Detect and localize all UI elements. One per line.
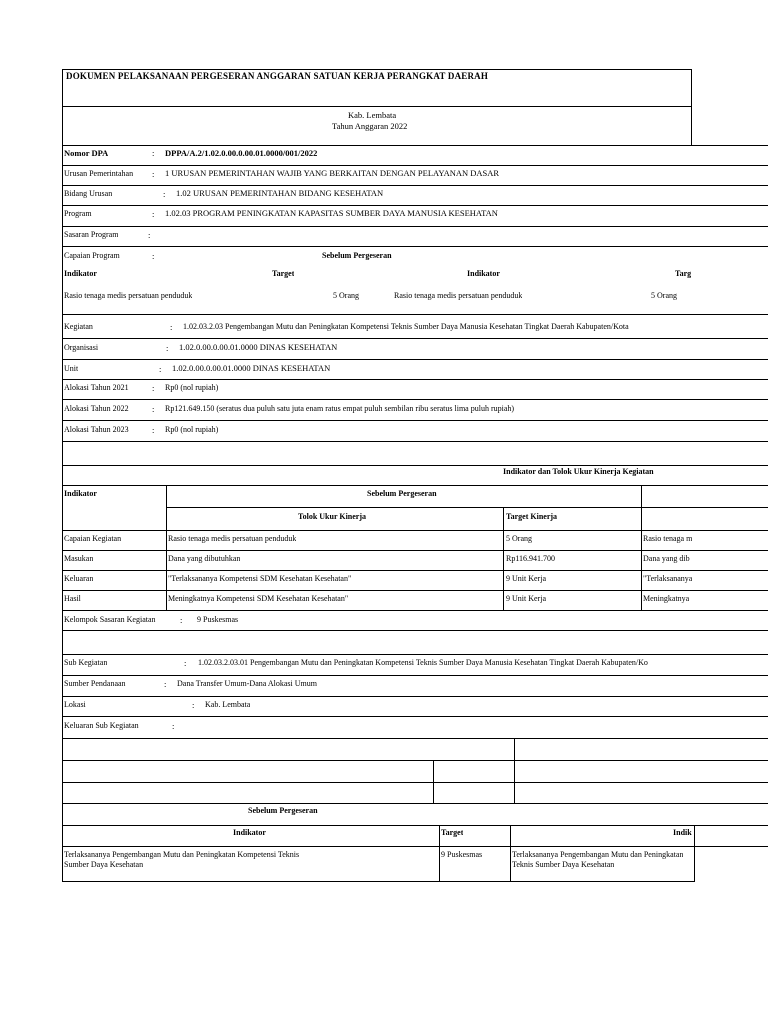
capaian-col-target-after: Targ bbox=[675, 270, 692, 278]
sub-kegiatan-value: 1.02.03.2.03.01 Pengembangan Mutu dan Peningkatan Kompetensi Teknis Sumber Daya Manusia Kesehatan Tingkat Daerah Kabupaten/Ko bbox=[198, 659, 648, 667]
kinerja-row-tolok: Rasio tenaga medis persatuan penduduk bbox=[168, 535, 297, 543]
alokasi-2021-value: Rp0 (nol rupiah) bbox=[165, 384, 219, 392]
alokasi-2022-sep: : bbox=[152, 405, 155, 414]
capaian-col-indikator-after: Indikator bbox=[467, 270, 500, 278]
document-title: DOKUMEN PELAKSANAAN PERGESERAN ANGGARAN SATUAN KERJA PERANGKAT DAERAH bbox=[66, 72, 489, 81]
capaian-col-target: Target bbox=[272, 270, 295, 278]
kegiatan-value: 1.02.03.2.03 Pengembangan Mutu dan Peningkatan Kompetensi Teknis Sumber Daya Manusia Kesehatan Tingkat Daerah Kabupaten/Kota bbox=[183, 323, 629, 331]
keluaran-col-target: Target bbox=[441, 829, 464, 837]
rule bbox=[166, 485, 167, 610]
rule bbox=[62, 570, 768, 571]
rule bbox=[62, 610, 768, 611]
sumber-pendanaan-sep: : bbox=[164, 680, 167, 689]
kinerja-row-indikator: Masukan bbox=[64, 555, 94, 563]
rule bbox=[510, 825, 511, 881]
bidang-value: 1.02 URUSAN PEMERINTAHAN BIDANG KESEHATAN bbox=[176, 189, 384, 198]
kinerja-col-indikator: Indikator bbox=[64, 490, 97, 498]
kinerja-row-after: Rasio tenaga m bbox=[643, 535, 693, 543]
keluaran-row-after-cont: Teknis Sumber Daya Kesehatan bbox=[512, 861, 615, 869]
keluaran-sub-sep: : bbox=[172, 722, 175, 731]
rule bbox=[641, 485, 642, 610]
rule bbox=[62, 106, 692, 107]
organisasi-sep: : bbox=[166, 344, 169, 353]
keluaran-row-target: 9 Puskesmas bbox=[441, 851, 483, 859]
program-sep: : bbox=[152, 210, 155, 219]
urusan-sep: : bbox=[152, 170, 155, 179]
kinerja-section-heading: Sebelum Pergeseran bbox=[367, 490, 437, 498]
sumber-pendanaan-label: Sumber Pendanaan bbox=[64, 680, 126, 688]
lokasi-sep: : bbox=[192, 701, 195, 710]
alokasi-2022-label: Alokasi Tahun 2022 bbox=[64, 405, 129, 413]
rule bbox=[62, 165, 768, 166]
rule bbox=[62, 630, 768, 631]
rule bbox=[62, 441, 768, 442]
tahun-anggaran: Tahun Anggaran 2022 bbox=[332, 122, 408, 131]
rule bbox=[62, 420, 768, 421]
rule bbox=[62, 846, 768, 847]
keluaran-row-after: Terlaksananya Pengembangan Mutu dan Peningkatan bbox=[512, 851, 684, 859]
program-value: 1.02.03 PROGRAM PENINGKATAN KAPASITAS SUMBER DAYA MANUSIA KESEHATAN bbox=[165, 209, 498, 218]
kinerja-col-tolok: Tolok Ukur Kinerja bbox=[298, 513, 367, 521]
header-box-right bbox=[691, 69, 692, 145]
keluaran-col-indikator: Indikator bbox=[233, 829, 266, 837]
alokasi-2023-sep: : bbox=[152, 426, 155, 435]
kinerja-row-tolok: "Terlaksananya Kompetensi SDM Kesehatan Kesehatan" bbox=[168, 575, 352, 583]
rule bbox=[62, 246, 768, 247]
rule bbox=[62, 69, 692, 70]
rule bbox=[62, 738, 768, 739]
capaian-row-target-after: 5 Orang bbox=[651, 292, 677, 300]
rule bbox=[62, 716, 768, 717]
rule bbox=[62, 485, 768, 486]
rule bbox=[439, 825, 440, 881]
kinerja-col-target: Target Kinerja bbox=[506, 513, 558, 521]
keluaran-sub-label: Keluaran Sub Kegiatan bbox=[64, 722, 139, 730]
rule bbox=[62, 145, 768, 146]
rule bbox=[514, 738, 515, 803]
rule bbox=[62, 465, 768, 466]
rule bbox=[503, 507, 504, 610]
sasaran-sep: : bbox=[148, 231, 151, 240]
rule bbox=[62, 654, 768, 655]
rule bbox=[62, 825, 768, 826]
sumber-pendanaan-value: Dana Transfer Umum-Dana Alokasi Umum bbox=[177, 680, 317, 688]
capaian-col-indikator: Indikator bbox=[64, 270, 97, 278]
program-label: Program bbox=[64, 210, 92, 218]
kinerja-table-title: Indikator dan Tolok Ukur Kinerja Kegiatan bbox=[503, 468, 654, 476]
rule bbox=[62, 185, 768, 186]
rule bbox=[166, 507, 768, 508]
kabupaten: Kab. Lembata bbox=[348, 111, 397, 120]
kinerja-row-after: Meningkatnya bbox=[643, 595, 690, 603]
keluaran-section-heading: Sebelum Pergeseran bbox=[248, 807, 318, 815]
rule bbox=[62, 782, 768, 783]
rule bbox=[62, 696, 768, 697]
sub-kegiatan-sep: : bbox=[184, 659, 187, 668]
kinerja-row-indikator: Keluaran bbox=[64, 575, 94, 583]
keluaran-row-indikator-cont: Sumber Daya Kesehatan bbox=[64, 861, 144, 869]
kegiatan-label: Kegiatan bbox=[64, 323, 93, 331]
urusan-value: 1 URUSAN PEMERINTAHAN WAJIB YANG BERKAITAN DENGAN PELAYANAN DASAR bbox=[165, 169, 500, 178]
rule bbox=[62, 379, 768, 380]
capaian-row-indikator-after: Rasio tenaga medis persatuan penduduk bbox=[394, 292, 523, 300]
lokasi-label: Lokasi bbox=[64, 701, 86, 709]
organisasi-label: Organisasi bbox=[64, 344, 99, 352]
keluaran-col-indikator-after: Indik bbox=[673, 829, 692, 837]
bidang-sep: : bbox=[163, 190, 166, 199]
rule bbox=[62, 675, 768, 676]
rule bbox=[433, 760, 434, 803]
kinerja-row-after: Dana yang dib bbox=[643, 555, 690, 563]
rule bbox=[62, 803, 768, 804]
rule bbox=[62, 359, 768, 360]
kinerja-row-indikator: Capaian Kegiatan bbox=[64, 535, 122, 543]
capaian-row-target: 5 Orang bbox=[333, 292, 359, 300]
nomor-dpa-label: Nomor DPA bbox=[64, 149, 109, 158]
kinerja-row-tolok: Meningkatnya Kompetensi SDM Kesehatan Kesehatan" bbox=[168, 595, 349, 603]
sub-kegiatan-label: Sub Kegiatan bbox=[64, 659, 108, 667]
capaian-label: Capaian Program bbox=[64, 252, 120, 260]
bidang-label: Bidang Urusan bbox=[64, 190, 113, 198]
kelompok-sasaran-label: Kelompok Sasaran Kegiatan bbox=[64, 616, 156, 624]
kegiatan-sep: : bbox=[170, 323, 173, 332]
alokasi-2021-label: Alokasi Tahun 2021 bbox=[64, 384, 129, 392]
lokasi-value: Kab. Lembata bbox=[205, 701, 251, 709]
kelompok-sasaran-value: 9 Puskesmas bbox=[197, 616, 239, 624]
rule bbox=[62, 760, 768, 761]
rule bbox=[62, 399, 768, 400]
kinerja-row-target: 9 Unit Kerja bbox=[506, 595, 546, 603]
nomor-dpa-value: DPPA/A.2/1.02.0.00.0.00.01.0000/001/2022 bbox=[165, 149, 318, 158]
capaian-sep: : bbox=[152, 252, 155, 261]
kelompok-sasaran-sep: : bbox=[180, 616, 183, 625]
unit-sep: : bbox=[159, 365, 162, 374]
alokasi-2022-value: Rp121.649.150 (seratus dua puluh satu juta enam ratus empat puluh sembilan ribu seratus lima puluh rupiah) bbox=[165, 405, 515, 413]
rule bbox=[62, 226, 768, 227]
rule bbox=[694, 825, 695, 881]
rule bbox=[62, 550, 768, 551]
unit-value: 1.02.0.00.0.00.01.0000 DINAS KESEHATAN bbox=[172, 364, 331, 373]
alokasi-2021-sep: : bbox=[152, 384, 155, 393]
alokasi-2023-label: Alokasi Tahun 2023 bbox=[64, 426, 129, 434]
capaian-row-indikator: Rasio tenaga medis persatuan penduduk bbox=[64, 292, 193, 300]
rule bbox=[62, 530, 768, 531]
alokasi-2023-value: Rp0 (nol rupiah) bbox=[165, 426, 219, 434]
unit-label: Unit bbox=[64, 365, 79, 373]
nomor-dpa-sep: : bbox=[152, 149, 155, 158]
rule bbox=[62, 881, 695, 882]
capaian-section-heading: Sebelum Pergeseran bbox=[322, 252, 392, 260]
rule bbox=[62, 314, 768, 315]
rule bbox=[62, 205, 768, 206]
urusan-label: Urusan Pemerintahan bbox=[64, 170, 134, 178]
sasaran-label: Sasaran Program bbox=[64, 231, 119, 239]
kinerja-row-target: 9 Unit Kerja bbox=[506, 575, 546, 583]
kinerja-row-target: Rp116.941.700 bbox=[506, 555, 556, 563]
rule bbox=[62, 338, 768, 339]
kinerja-row-target: 5 Orang bbox=[506, 535, 532, 543]
organisasi-value: 1.02.0.00.0.00.01.0000 DINAS KESEHATAN bbox=[179, 343, 338, 352]
keluaran-row-indikator: Terlaksananya Pengembangan Mutu dan Peningkatan Kompetensi Teknis bbox=[64, 851, 300, 859]
kinerja-row-after: "Terlaksananya bbox=[643, 575, 693, 583]
kinerja-row-tolok: Dana yang dibutuhkan bbox=[168, 555, 241, 563]
rule bbox=[62, 590, 768, 591]
kinerja-row-indikator: Hasil bbox=[64, 595, 81, 603]
